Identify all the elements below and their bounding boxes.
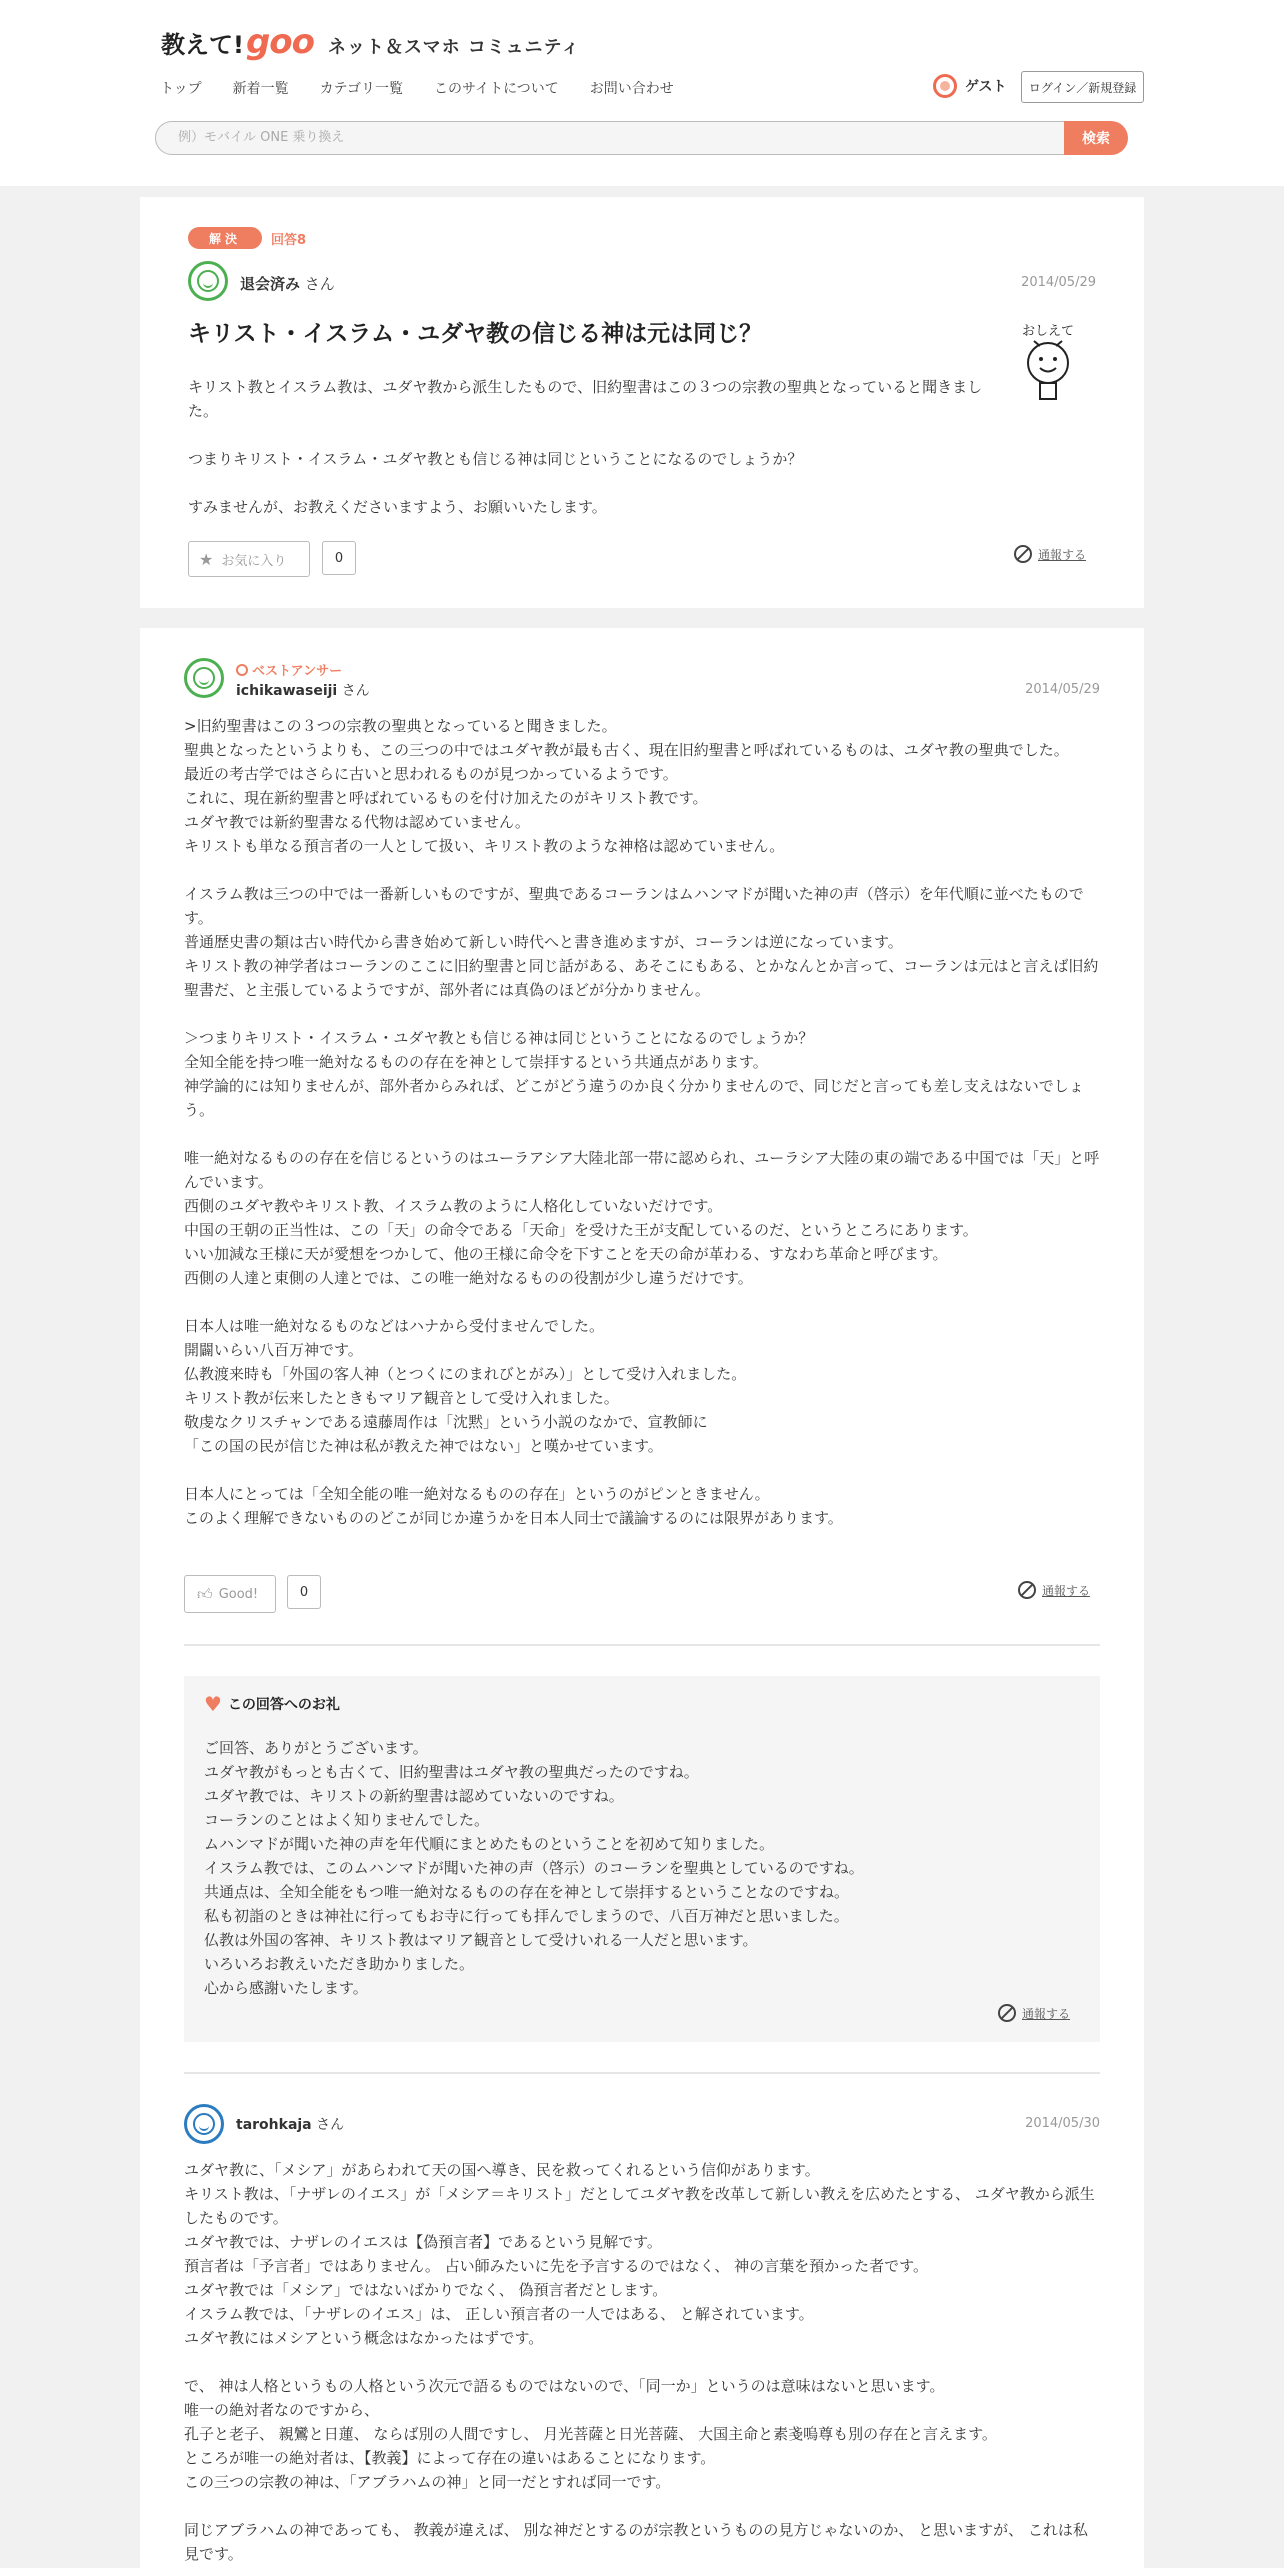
avatar (184, 2104, 224, 2144)
answer-line: ユダヤ教では、ナザレのイエスは【偽預言者】であるという見解です。 (184, 2233, 662, 2251)
question-paragraph: つまりキリスト・イスラム・ユダヤ教とも信じる神は同じということになるのでしょうか？ (188, 450, 803, 468)
answer-line: キリスト教の神学者はコーランのここに旧約聖書と同じ話がある、あそこにもある、とかなんとか言って、コーランは元はと言えば旧約聖書だ、と主張しているようですが、部外者には真偽のほどが分かりません。 (184, 957, 1099, 999)
main-nav (160, 78, 705, 98)
smile-icon (193, 667, 215, 689)
answer-line: ＞つまりキリスト・イスラム・ユダヤ教とも信じる神は同じということになるのでしょうか？ (184, 1029, 814, 1047)
favorite-button[interactable] (188, 541, 310, 577)
logo-main-text: 教えて! (161, 31, 244, 59)
answer-line: 神学論的には知りませんが、部外者からみれば、どこがどう違うのか良く分かりませんので、同じだと言っても差し支えはないでしょう。 (184, 1077, 1084, 1119)
answer-line: ところが唯一の絶対者は、【教義】によって存在の違いはあることになります。 (184, 2449, 716, 2467)
thanks-line: 共通点は、全知全能をもつ唯一絶対なるものの存在を神として崇拝するということなのですね。 (204, 1883, 850, 1901)
answer-line: 預言者は「予言者」ではありません。 占い師みたいに先を予言するのではなく、 神の言葉を預かった者です。 (184, 2257, 928, 2275)
site-header (0, 0, 1284, 186)
thanks-box (184, 1676, 1100, 2042)
guest-label: ゲスト (965, 79, 1007, 95)
answer-body (184, 714, 1100, 1530)
report-link[interactable] (998, 2004, 1070, 2022)
solved-badge: 解決 (188, 227, 262, 249)
report-label: 通報する (1042, 1583, 1091, 1598)
search-button[interactable]: 検索 (1064, 121, 1128, 155)
answer-user (236, 2114, 344, 2134)
answer-line: 唯一絶対なるものの存在を信じるというのはユーラアシア大陸北部一帯に認められ、ユーラシア大陸の東の端である中国では「天」と呼んでいます。 (184, 1149, 1100, 1191)
divider (184, 1644, 1100, 1646)
answer-line: 普通歴史書の類は古い時代から書き始めて新しい時代へと書き進めますが、コーランは逆になっています。 (184, 933, 903, 951)
answer-user-suffix: さん (341, 683, 370, 699)
question-title: キリスト・イスラム・ユダヤ教の信じる神は元は同じ？ (188, 321, 763, 347)
answer-line: 仏教渡来時も「外国の客人神（とつくにのまれびとがみ）」として受け入れました。 (184, 1365, 747, 1383)
smile-icon (193, 2113, 215, 2135)
logo-brand-text: goo (245, 22, 315, 62)
answer-line: 開闢いらい八百万神です。 (184, 1341, 363, 1359)
heart-icon: ♥ (204, 1692, 222, 1716)
question-card (140, 197, 1144, 608)
mascot-label: おしえて (1021, 324, 1075, 339)
answer-line: 唯一の絶対者なのですから、 (184, 2401, 380, 2419)
question-paragraph (188, 423, 998, 447)
mascot-illustration (1013, 319, 1083, 403)
thanks-line: ムハンマドが聞いた神の声を年代順にまとめたものということを初めて知りました。 (204, 1835, 775, 1853)
good-button[interactable] (184, 1575, 276, 1613)
question-user-suffix: さん (304, 275, 335, 293)
thanks-line: いろいろお教えいただき助かりました。 (204, 1955, 475, 1973)
divider (184, 2072, 1100, 2074)
answer-line: で、 神は人格というもの人格という次元で語るものではないので、「同一か」というのは意味はないと思います。 (184, 2377, 945, 2395)
answer-line (184, 1290, 1100, 1314)
thanks-line: ご回答、ありがとうございます。 (204, 1739, 428, 1757)
answer-line (184, 1002, 1100, 1026)
answer-line: 中国の王朝の正当性は、この「天」の命令である「天命」を受けた王が支配しているのだ、というところにあります。 (184, 1221, 978, 1239)
avatar (188, 261, 228, 301)
best-answer-badge (236, 660, 342, 679)
answer-line (184, 2350, 1100, 2374)
answer-line: 全知全能を持つ唯一絶対なるものの存在を神として崇拝するという共通点があります。 (184, 1053, 768, 1071)
smile-icon (197, 270, 219, 292)
question-user-name: 退会済み (240, 275, 301, 293)
report-label: 通報する (1038, 547, 1087, 562)
answer-line (184, 2494, 1100, 2518)
answer-user-name[interactable]: tarohkaja (236, 2117, 312, 2133)
thanks-heading-label: この回答へのお礼 (227, 1697, 340, 1713)
answer-line: 西側のユダヤ教やキリスト教、イスラム教のように人格化していないだけです。 (184, 1197, 723, 1215)
star-icon: ★ (199, 549, 214, 569)
answer-line: キリストも単なる預言者の一人として扱い、キリスト教のような神格は認めていません。 (184, 837, 785, 855)
nav-about[interactable]: このサイトについて (434, 81, 559, 97)
answer-line: キリスト教は、「ナザレのイエス」が「メシア＝キリスト」だとしてユダヤ教を改革して新しい教えを広めたとする、 ユダヤ教から派生したものです。 (184, 2185, 1095, 2227)
thanks-line: 心から感謝いたします。 (204, 1979, 368, 1997)
nav-categories[interactable]: カテゴリ一覧 (319, 81, 404, 97)
answer-line: これに、現在新約聖書と呼ばれているものを付け加えたのがキリスト教です。 (184, 789, 708, 807)
question-paragraph (188, 471, 998, 495)
avatar (184, 658, 224, 698)
nav-top[interactable]: トップ (160, 81, 202, 97)
answer-line: イスラム教は三つの中では一番新しいものですが、聖典であるコーランはムハンマドが聞いた神の声（啓示）を年代順に並べたものです。 (184, 885, 1084, 927)
thanks-body (204, 1736, 1074, 2000)
answer-line: ユダヤ教では新約聖書なる代物は認めていません。 (184, 813, 530, 831)
answer-line: 「この国の民が信じた神は私が教えた神ではない」と嘆かせています。 (184, 1437, 663, 1455)
thanks-line: 仏教は外国の客神、キリスト教はマリア観音として受けいれる一人だと思います。 (204, 1931, 758, 1949)
answer-line: 聖典となったというよりも、この三つの中ではユダヤ教が最も古く、現在旧約聖書と呼ばれているものは、ユダヤ教の聖典でした。 (184, 741, 1069, 759)
answer-line: ユダヤ教にはメシアという概念はなかったはずです。 (184, 2329, 544, 2347)
answer-line: この三つの宗教の神は、「アブラハムの神」と同一だとすれば同一です。 (184, 2473, 671, 2491)
logo-sub-text: ネット＆スマホ コミュニティ (328, 37, 581, 58)
nav-new[interactable]: 新着一覧 (232, 81, 289, 97)
thumbs-up-icon: 👍︎ (197, 1584, 213, 1603)
prohibit-icon (1018, 1581, 1036, 1599)
good-label: Good! (218, 1586, 259, 1602)
answer-line: 日本人にとっては「全知全能の唯一絶対なるものの存在」というのがピンときません。 (184, 1485, 770, 1503)
good-count: 0 (287, 1575, 321, 1609)
thanks-line: ユダヤ教がもっとも古くて、旧約聖書はユダヤ教の聖典だったのですね。 (204, 1763, 699, 1781)
guest-user (933, 74, 1006, 98)
question-body (188, 375, 998, 519)
login-button[interactable]: ログイン／新規登録 (1021, 71, 1144, 103)
answer-line: 同じアブラハムの神であっても、 教義が違えば、 別な神だとするのが宗教というものの見方じゃないのか、 と思いますが、 これは私見です。 (184, 2521, 1088, 2563)
report-label: 通報する (1022, 2006, 1071, 2021)
thanks-line: ユダヤ教では、キリストの新約聖書は認めていないのですね。 (204, 1787, 624, 1805)
answer-date: 2014/05/29 (1025, 682, 1100, 697)
question-paragraph: すみませんが、お教えくださいますよう、お願いいたします。 (188, 498, 607, 516)
best-answer-label: ベストアンサー (252, 664, 343, 679)
answer-line: キリスト教が伝来したときもマリア観音として受け入れました。 (184, 1389, 619, 1407)
search-bar (155, 121, 1128, 155)
answer-line: 敬虔なクリスチャンである遠藤周作は「沈黙」という小説のなかで、宣教師に (184, 1413, 708, 1431)
thanks-line: 私も初詣のときは神社に行ってもお寺に行っても拝んでしまうので、八百万神だと思いました。 (204, 1907, 849, 1925)
answer-date: 2014/05/30 (1025, 2116, 1100, 2131)
answer-line (184, 858, 1100, 882)
question-paragraph: キリスト教とイスラム教は、ユダヤ教から派生したもので、旧約聖書はこの３つの宗教の聖典となっていると聞きました。 (188, 378, 983, 420)
prohibit-icon (1014, 545, 1032, 563)
question-date: 2014/05/29 (1021, 275, 1096, 290)
prohibit-icon (998, 2004, 1016, 2022)
answer-line: 最近の考古学ではさらに古いと思われるものが見つかっているようです。 (184, 765, 678, 783)
answer-line: 日本人は唯一絶対なるものなどはハナから受付ませんでした。 (184, 1317, 605, 1335)
medal-icon (236, 664, 248, 676)
nav-contact[interactable]: お問い合わせ (589, 81, 674, 97)
answer-line: ユダヤ教では「メシア」ではないばかりでなく、 偽預言者だとします。 (184, 2281, 668, 2299)
answer-user-suffix: さん (316, 2117, 345, 2133)
answer-line: このよく理解できないもののどこが同じか違うかを日本人同士で議論するのには限界があります。 (184, 1509, 843, 1527)
question-user (240, 273, 335, 294)
thanks-line: コーランのことはよく知りませんでした。 (204, 1811, 490, 1829)
answers-card (140, 628, 1144, 2568)
answer-user (236, 680, 370, 700)
answer-user-name[interactable]: ichikawaseiji (236, 683, 338, 699)
answer-line: イスラム教では、「ナザレのイエス」は、 正しい預言者の一人ではある、 と解されています。 (184, 2305, 814, 2323)
report-link[interactable] (1014, 545, 1086, 563)
guest-avatar-icon (933, 74, 957, 98)
thanks-line: イスラム教では、このムハンマドが聞いた神の声（啓示）のコーランを聖典としているのですね。 (204, 1859, 864, 1877)
answer-line: 孔子と老子、 親鸞と日蓮、 ならば別の人間ですし、 月光菩薩と日光菩薩、 大国主命と素戔嗚尊も別の存在と言えます。 (184, 2425, 997, 2443)
answer-line: いい加減な王様に天が愛想をつかして、他の王様に命令を下すことを天の命が革わる、すなわち革命と呼びます。 (184, 1245, 948, 1263)
site-logo[interactable] (161, 22, 580, 62)
answer-line (184, 1458, 1100, 1482)
search-input[interactable]: 例）モバイル ONE 乗り換え (155, 121, 1067, 155)
thanks-heading (204, 1694, 340, 1714)
answer-count[interactable]: 回答8 (271, 233, 307, 248)
answer-line (184, 1122, 1100, 1146)
favorite-label: お気に入り (221, 553, 287, 569)
answer-line: 西側の人達と東側の人達とでは、この唯一絶対なるものの役割が少し違うだけです。 (184, 1269, 753, 1287)
report-link[interactable] (1018, 1581, 1090, 1599)
answer-body (184, 2158, 1100, 2566)
favorite-count: 0 (322, 541, 356, 575)
answer-line: >旧約聖書はこの３つの宗教の聖典となっていると聞きました。 (184, 717, 617, 735)
answer-line: ユダヤ教に、「メシア」があらわれて天の国へ導き、民を救ってくれるという信仰があります。 (184, 2161, 820, 2179)
